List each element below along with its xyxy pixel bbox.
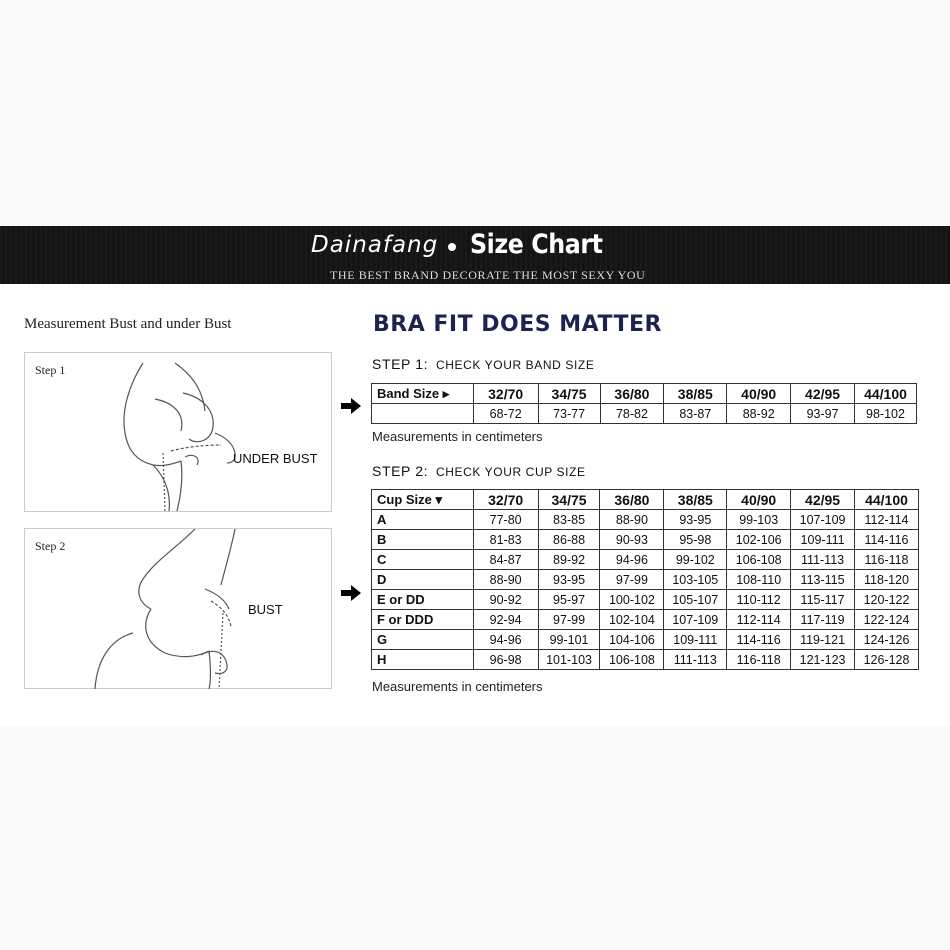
table-cell: 124-126 — [855, 630, 919, 650]
under-bust-caption: UNDER BUST — [233, 451, 318, 466]
under-bust-figure-icon — [25, 353, 333, 513]
cup-size-cell: B — [372, 530, 474, 550]
table-header-cell: 34/75 — [538, 490, 600, 510]
table-cell: 78-82 — [600, 404, 664, 424]
cup-size-cell: D — [372, 570, 474, 590]
table-header-cell: 38/85 — [664, 490, 727, 510]
table-cell: 126-128 — [855, 650, 919, 670]
table-header-cell: 36/80 — [600, 490, 664, 510]
table-cell: 92-94 — [473, 610, 538, 630]
table-cell: 88-90 — [600, 510, 664, 530]
table-cell: 83-85 — [538, 510, 600, 530]
table-row — [372, 570, 919, 590]
table-row — [372, 530, 919, 550]
table-header-cell: 34/75 — [538, 384, 600, 404]
table-cell: 68-72 — [473, 404, 538, 424]
cup-size-label: Cup Size ▾ — [372, 490, 474, 510]
step2-heading — [372, 463, 586, 479]
table-header-cell: 44/100 — [855, 490, 919, 510]
tagline: THE BEST BRAND DECORATE THE MOST SEXY YOU — [330, 268, 646, 282]
step2-label: Step 2 — [35, 539, 66, 553]
table-cell: 101-103 — [538, 650, 600, 670]
table-row — [372, 550, 919, 570]
table-header-cell: 32/70 — [473, 490, 538, 510]
table-cell: 84-87 — [473, 550, 538, 570]
table-cell: 114-116 — [727, 630, 791, 650]
table-cell: 112-114 — [855, 510, 919, 530]
table-cell: 106-108 — [727, 550, 791, 570]
table-cell: 110-112 — [727, 590, 791, 610]
table-cell: 113-115 — [791, 570, 855, 590]
table-cell: 121-123 — [791, 650, 855, 670]
table-cell: 95-98 — [664, 530, 727, 550]
table-cell: 99-101 — [538, 630, 600, 650]
table-cell: 93-95 — [664, 510, 727, 530]
table-cell: 102-104 — [600, 610, 664, 630]
step1-prefix: STEP 1: — [372, 356, 429, 372]
step2-title: CHECK YOUR CUP SIZE — [435, 465, 586, 479]
table-header-row — [372, 490, 919, 510]
table-cell: 81-83 — [473, 530, 538, 550]
table-row — [372, 510, 919, 530]
table-header-cell: 42/95 — [791, 490, 855, 510]
bust-figure-icon — [25, 529, 333, 690]
table-cell: 109-111 — [664, 630, 727, 650]
table-cell: 93-97 — [791, 404, 855, 424]
table-cell: 115-117 — [791, 590, 855, 610]
table-cell: 111-113 — [664, 650, 727, 670]
brand-name: Dainafang — [311, 232, 439, 258]
arrow-right-icon — [341, 585, 361, 601]
table-header-cell: 36/80 — [600, 384, 664, 404]
step2-note: Measurements in centimeters — [372, 679, 543, 694]
cup-size-cell: F or DDD — [372, 610, 474, 630]
table-cell: 96-98 — [473, 650, 538, 670]
table-cell: 114-116 — [855, 530, 919, 550]
cup-size-cell: H — [372, 650, 474, 670]
table-cell: 100-102 — [600, 590, 664, 610]
table-cell: 97-99 — [538, 610, 600, 630]
table-row — [372, 590, 919, 610]
table-cell: 112-114 — [727, 610, 791, 630]
page-title: Size Chart — [470, 229, 603, 260]
bust-caption: BUST — [248, 602, 283, 617]
table-cell: 120-122 — [855, 590, 919, 610]
table-cell: 90-93 — [600, 530, 664, 550]
table-cell: 104-106 — [600, 630, 664, 650]
table-cell: 105-107 — [664, 590, 727, 610]
main-title: BRA FIT DOES MATTER — [373, 312, 662, 337]
table-cell: 94-96 — [600, 550, 664, 570]
step1-title: CHECK YOUR BAND SIZE — [435, 358, 595, 372]
table-cell: 116-118 — [727, 650, 791, 670]
arrow-right-icon — [341, 398, 361, 414]
table-row — [372, 650, 919, 670]
cup-size-table — [371, 489, 919, 670]
table-cell: 109-111 — [791, 530, 855, 550]
table-cell: 122-124 — [855, 610, 919, 630]
table-cell: 90-92 — [473, 590, 538, 610]
table-cell: 99-102 — [664, 550, 727, 570]
table-row — [372, 404, 917, 424]
table-cell: 111-113 — [791, 550, 855, 570]
step2-prefix: STEP 2: — [372, 463, 429, 479]
table-header-cell: 40/90 — [727, 384, 791, 404]
table-cell: 103-105 — [664, 570, 727, 590]
step1-heading — [372, 356, 594, 372]
table-header-cell: 40/90 — [727, 490, 791, 510]
table-cell: 88-92 — [727, 404, 791, 424]
table-header-cell: 32/70 — [473, 384, 538, 404]
table-cell: 95-97 — [538, 590, 600, 610]
cup-size-cell: G — [372, 630, 474, 650]
table-cell: 93-95 — [538, 570, 600, 590]
step2-illustration — [24, 528, 332, 689]
table-cell: 98-102 — [855, 404, 917, 424]
table-cell: 86-88 — [538, 530, 600, 550]
table-cell: 89-92 — [538, 550, 600, 570]
table-cell: 83-87 — [664, 404, 727, 424]
table-cell — [372, 404, 474, 424]
table-cell: 119-121 — [791, 630, 855, 650]
table-header-cell: 44/100 — [855, 384, 917, 404]
cup-size-cell: C — [372, 550, 474, 570]
table-cell: 88-90 — [473, 570, 538, 590]
table-cell: 108-110 — [727, 570, 791, 590]
step1-illustration — [24, 352, 332, 512]
table-cell: 118-120 — [855, 570, 919, 590]
cup-size-cell: A — [372, 510, 474, 530]
table-row — [372, 610, 919, 630]
table-cell: 102-106 — [727, 530, 791, 550]
measurement-title: Measurement Bust and under Bust — [24, 316, 232, 332]
band-size-label: Band Size ▸ — [372, 384, 474, 404]
table-cell: 77-80 — [473, 510, 538, 530]
cup-table-body — [372, 490, 919, 670]
table-cell: 117-119 — [791, 610, 855, 630]
band-size-table — [371, 383, 917, 424]
table-cell: 107-109 — [664, 610, 727, 630]
table-cell: 94-96 — [473, 630, 538, 650]
table-cell: 106-108 — [600, 650, 664, 670]
table-cell: 73-77 — [538, 404, 600, 424]
table-header-cell: 38/85 — [664, 384, 727, 404]
table-cell: 116-118 — [855, 550, 919, 570]
step1-label: Step 1 — [35, 363, 66, 377]
table-header-cell: 42/95 — [791, 384, 855, 404]
table-header-row — [372, 384, 917, 404]
bullet-dot — [448, 243, 456, 251]
table-row — [372, 630, 919, 650]
table-cell: 97-99 — [600, 570, 664, 590]
step1-note: Measurements in centimeters — [372, 429, 543, 444]
table-cell: 107-109 — [791, 510, 855, 530]
cup-size-cell: E or DD — [372, 590, 474, 610]
table-cell: 99-103 — [727, 510, 791, 530]
